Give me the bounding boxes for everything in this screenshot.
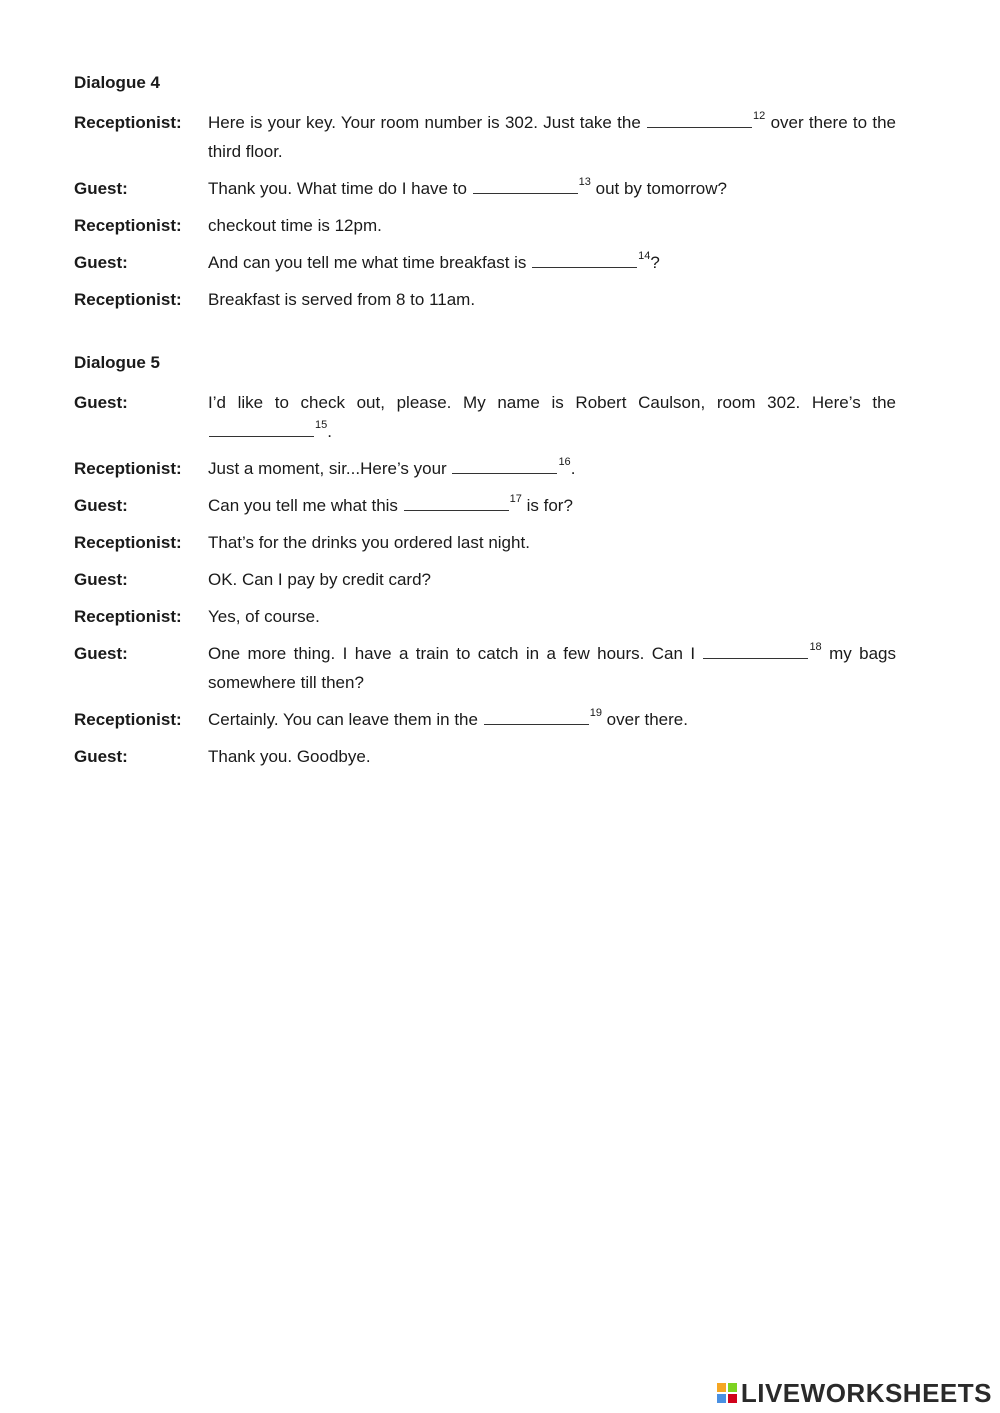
blank-number: 17 [509,493,522,506]
dialogue-text [208,491,896,520]
logo-square [728,1383,737,1392]
answer-blank[interactable] [473,177,578,194]
logo-square [728,1394,737,1403]
blank-number: 13 [578,176,591,189]
text-after: over there. [601,710,688,729]
liveworksheets-logo [717,1379,992,1407]
text-before: I’d like to check out, please. My name is Robert Caulson, room 302. Here’s the [208,393,896,412]
speaker-label: Receptionist: [74,216,182,235]
speaker-label: Receptionist: [74,533,182,552]
text-before: Can you tell me what this [208,496,403,515]
blank-number: 19 [589,707,602,720]
speaker-label: Receptionist: [74,459,182,478]
dialogue-text [208,528,896,557]
text-before: Certainly. You can leave them in the [208,710,483,729]
text-before: Yes, of course. [208,607,320,626]
dialogue-text [208,174,896,203]
logo-square [717,1383,726,1392]
dialogue-line [74,108,896,166]
dialogue-text [208,211,896,240]
blank-number: 15 [315,419,328,432]
dialogue-line [74,528,896,557]
dialogue-line [74,285,896,314]
blank-number: 14 [638,250,651,263]
speaker-label: Guest: [74,393,128,412]
dialogue-text [208,602,896,631]
dialogue-text [208,639,896,697]
text-after: out by tomorrow? [590,179,727,198]
speaker-label: Guest: [74,644,128,663]
blank-number: 18 [809,641,822,654]
speaker-label: Receptionist: [74,710,182,729]
dialogue-text [208,108,896,166]
text-before: Just a moment, sir...Here’s your [208,459,452,478]
speaker-label: Receptionist: [74,113,182,132]
dialogue-heading: Dialogue 5 [74,353,160,372]
answer-blank[interactable] [404,494,509,511]
speaker-label: Guest: [74,496,128,515]
liveworksheets-logo-icon [717,1383,737,1403]
dialogue-line [74,639,896,697]
text-before: That’s for the drinks you ordered last night. [208,533,530,552]
text-after: . [570,459,576,478]
text-after: my bags somewhere till then? [208,644,896,692]
answer-blank[interactable] [452,457,557,474]
speaker-label: Guest: [74,253,128,272]
dialogue-text [208,285,896,314]
dialogue-text [208,742,896,771]
dialogue-line [74,211,896,240]
dialogue-heading: Dialogue 4 [74,73,160,92]
text-after: ? [650,253,660,272]
dialogue-line [74,248,896,277]
dialogue-text [208,248,896,277]
speaker-label: Guest: [74,570,128,589]
dialogue-line [74,705,896,734]
dialogue-lines [74,108,896,314]
speaker-label: Receptionist: [74,607,182,626]
text-before: One more thing. I have a train to catch in a few hours. Can I [208,644,703,663]
dialogue-5 [74,352,896,779]
dialogue-text [208,454,896,483]
speaker-label: Receptionist: [74,290,182,309]
dialogue-line [74,174,896,203]
text-before: And can you tell me what time breakfast is [208,253,532,272]
dialogue-line [74,454,896,483]
text-before: checkout time is 12pm. [208,216,382,235]
text-after: . [327,422,332,441]
text-after: is for? [521,496,573,515]
dialogue-line [74,565,896,594]
dialogue-line [74,602,896,631]
dialogue-line [74,388,896,446]
dialogue-text [208,705,896,734]
dialogue-lines [74,388,896,771]
answer-blank[interactable] [532,251,637,268]
text-before: OK. Can I pay by credit card? [208,570,431,589]
text-before: Thank you. Goodbye. [208,747,371,766]
dialogue-line [74,742,896,771]
answer-blank[interactable] [209,420,314,437]
logo-square [717,1394,726,1403]
text-before: Thank you. What time do I have to [208,179,472,198]
speaker-label: Guest: [74,179,128,198]
blank-number: 12 [753,110,766,123]
logo-text: LIVEWORKSHEETS [740,1377,992,1408]
blank-number: 16 [558,456,571,469]
text-after: over there to the third floor. [208,113,896,161]
speaker-label: Guest: [74,747,128,766]
answer-blank[interactable] [647,111,752,128]
text-before: Breakfast is served from 8 to 11am. [208,290,476,309]
text-before: Here is your key. Your room number is 302. Just take the [208,113,647,132]
dialogue-4 [74,72,896,322]
answer-blank[interactable] [484,708,589,725]
answer-blank[interactable] [703,642,808,659]
dialogue-line [74,491,896,520]
dialogue-text [208,565,896,594]
dialogue-text [208,388,896,446]
